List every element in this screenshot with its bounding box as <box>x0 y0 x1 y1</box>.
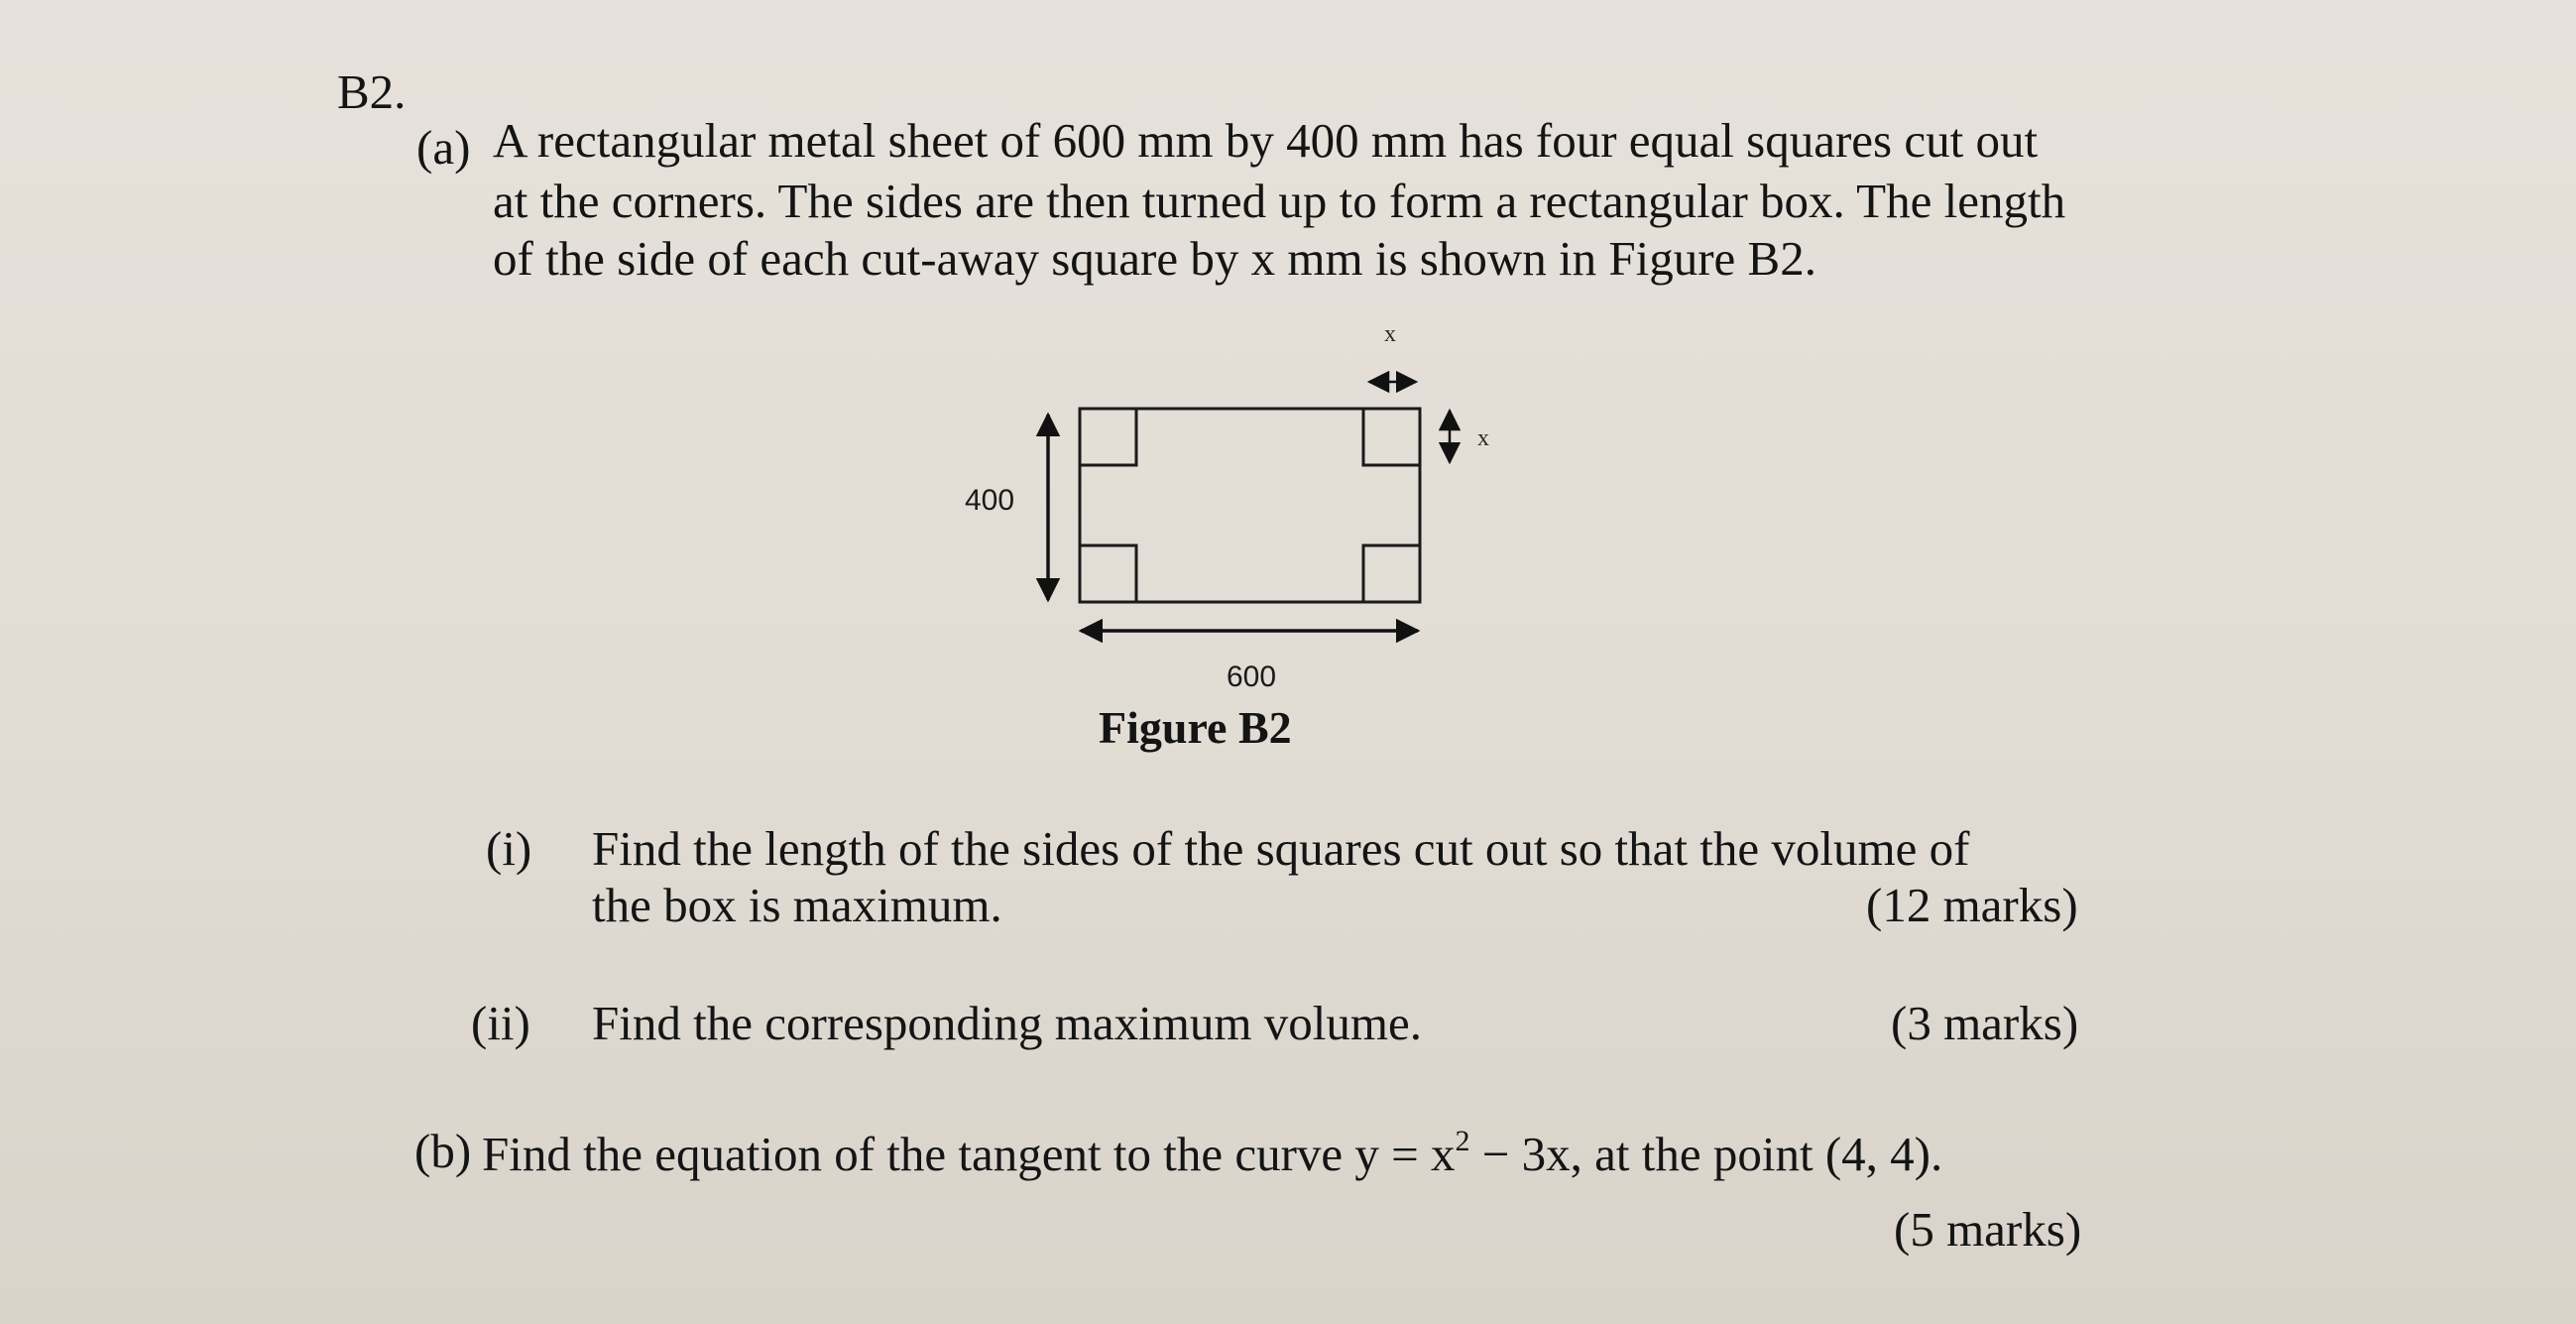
sub-i-marks: (12 marks) <box>1866 878 2078 932</box>
part-b-text-after: − 3x, at the point (4, 4). <box>1469 1127 1943 1181</box>
part-a-line-2: at the corners. The sides are then turned up to form a rectangular box. The length <box>493 174 2066 228</box>
question-number: B2. <box>337 64 407 119</box>
figure-caption: Figure B2 <box>1099 702 1292 753</box>
corner-square-top-right <box>1363 409 1420 465</box>
sub-ii-label: (ii) <box>471 996 530 1050</box>
figure-height-label: 400 <box>965 484 1015 517</box>
figure-cut-label-top: x <box>1384 321 1396 347</box>
part-a-line-3: of the side of each cut-away square by x mm is shown in Figure B2. <box>493 231 1816 286</box>
corner-square-bottom-left <box>1080 545 1136 602</box>
part-b-label: (b) <box>414 1124 472 1178</box>
corner-square-top-left <box>1080 409 1136 465</box>
sub-i-line-2: the box is maximum. <box>592 878 1002 932</box>
figure-cut-label-side: x <box>1477 425 1489 451</box>
part-b-marks: (5 marks) <box>1894 1202 2082 1257</box>
part-b-text-before: Find the equation of the tangent to the curve y = x <box>482 1127 1456 1181</box>
part-a-label: (a) <box>416 120 471 175</box>
part-b-question <box>482 1125 1943 1181</box>
sub-i-line-1: Find the length of the sides of the squares cut out so that the volume of <box>592 821 1970 876</box>
part-b-superscript: 2 <box>1455 1125 1470 1157</box>
figure-width-label: 600 <box>1227 661 1277 693</box>
sub-ii-text: Find the corresponding maximum volume. <box>592 996 1422 1050</box>
part-a-line-1: A rectangular metal sheet of 600 mm by 400 mm has four equal squares cut out <box>493 113 2039 168</box>
sub-ii-marks: (3 marks) <box>1891 996 2079 1050</box>
sub-i-label: (i) <box>486 821 532 876</box>
sheet-outline <box>1080 409 1420 602</box>
corner-square-bottom-right <box>1363 545 1420 602</box>
